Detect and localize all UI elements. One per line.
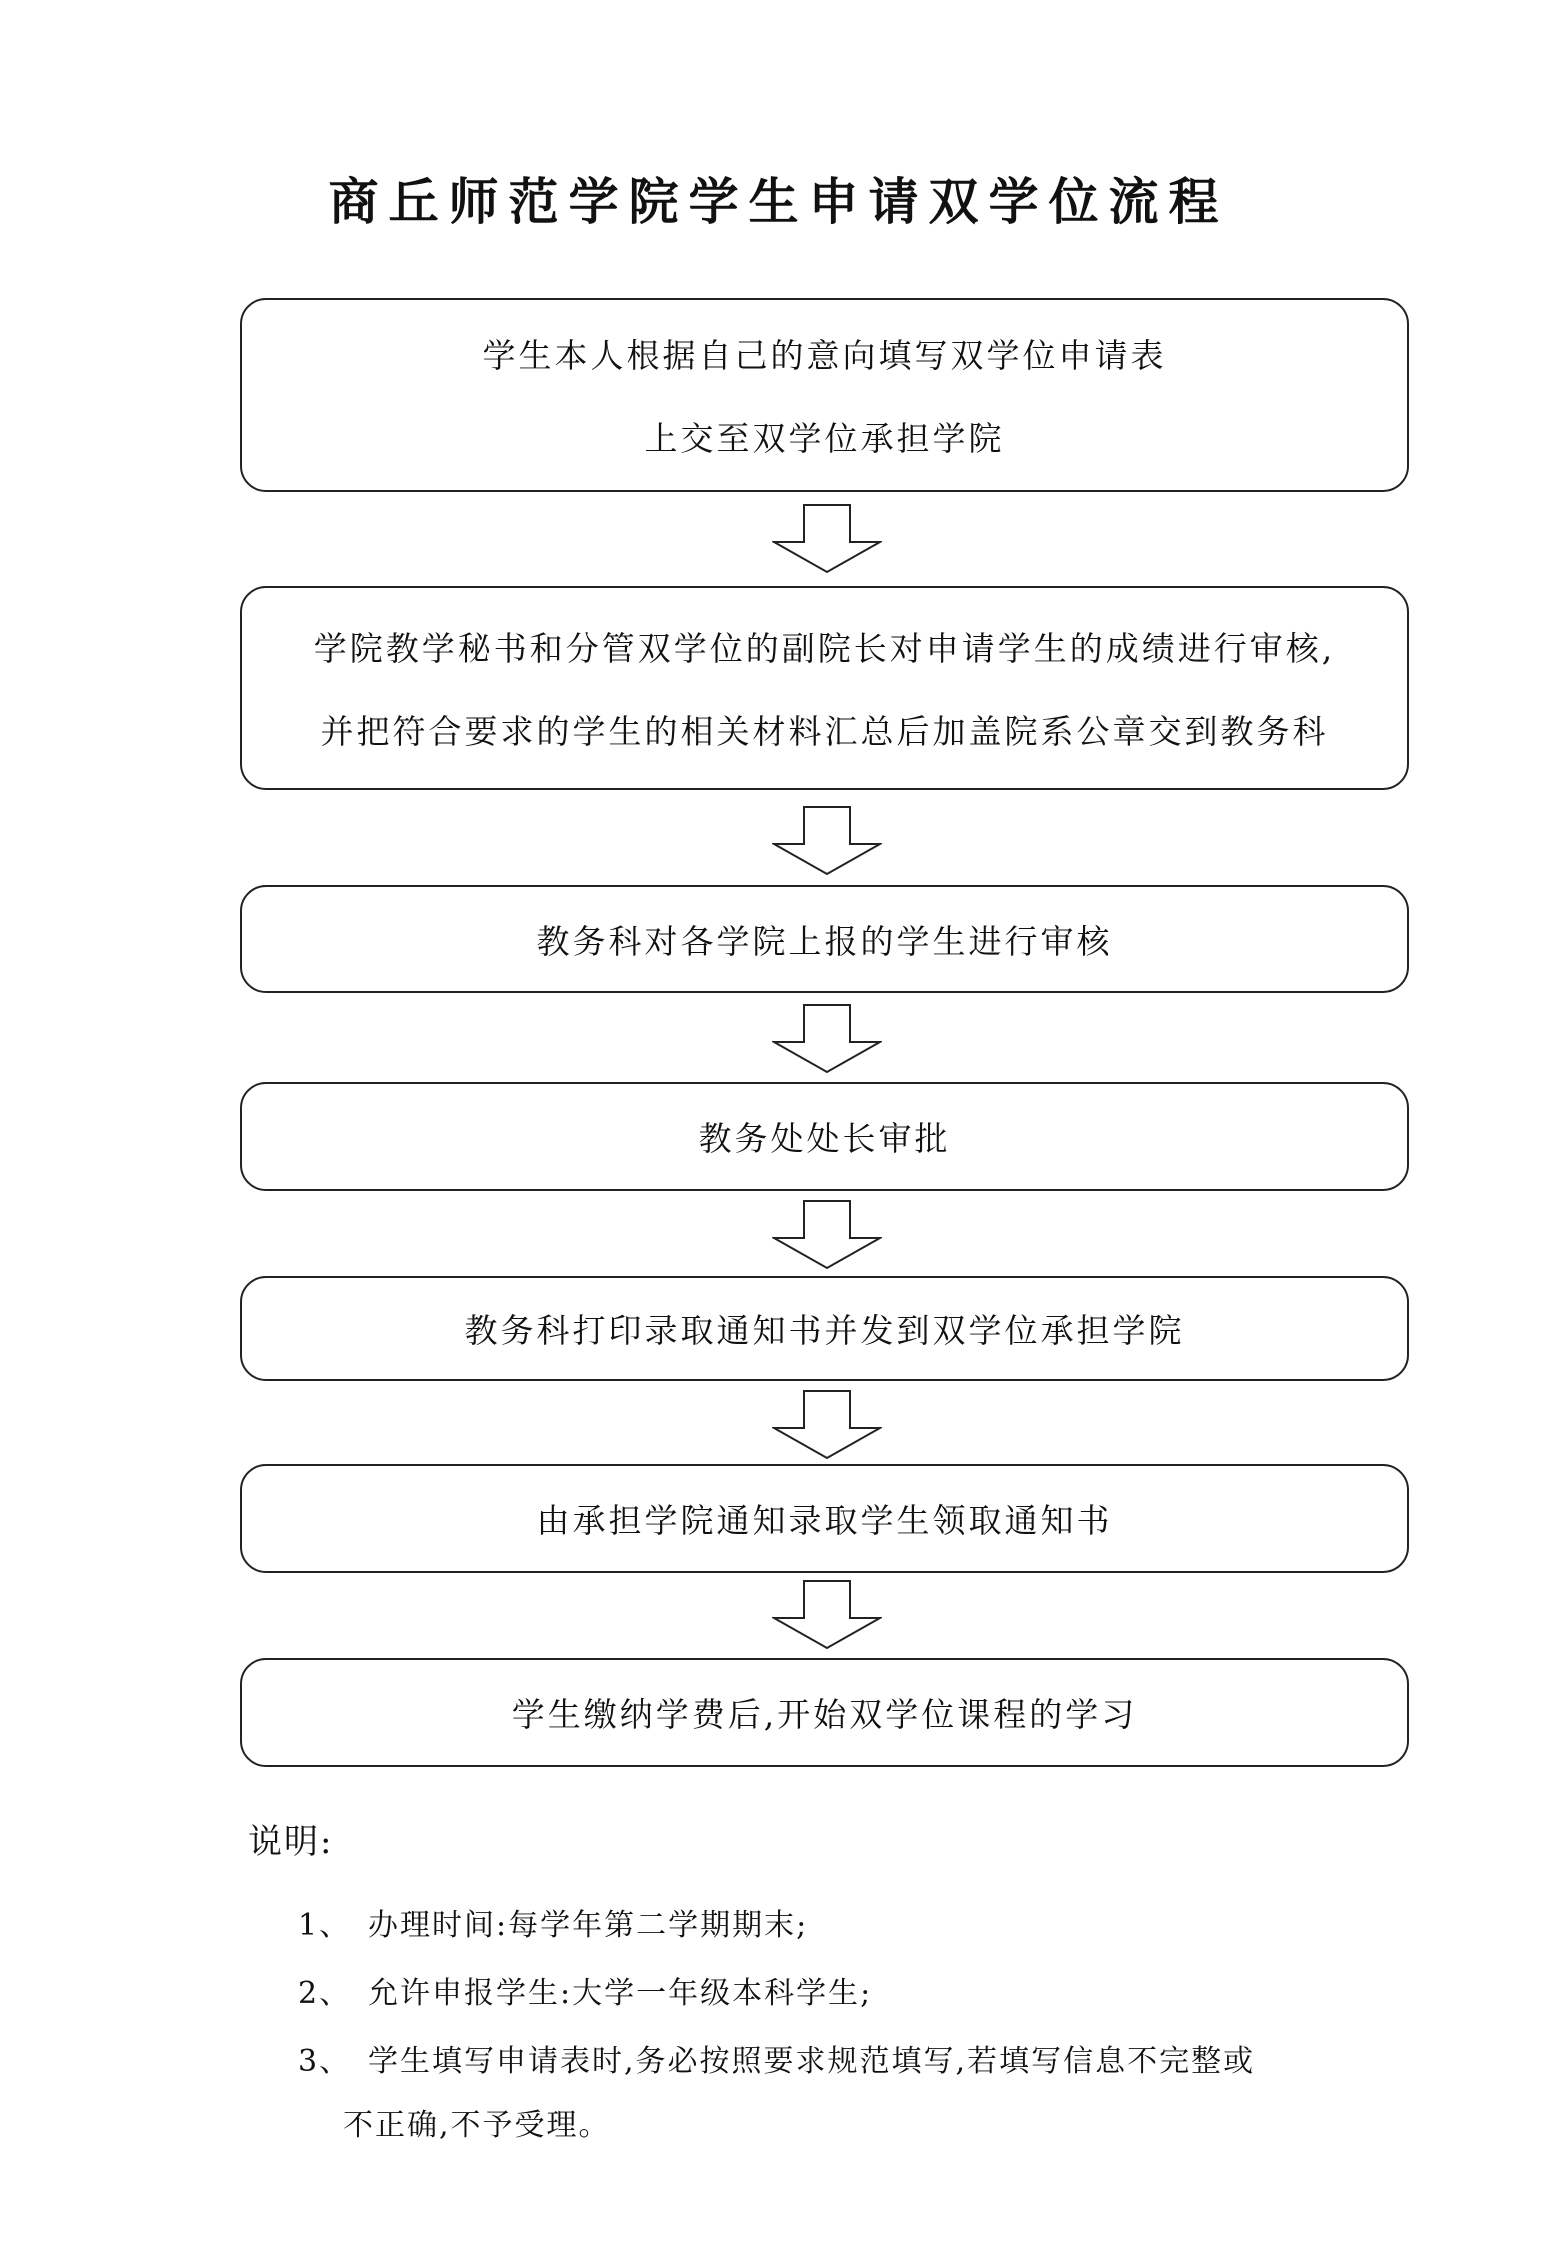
note-text: 学生填写申请表时,务必按照要求规范填写,若填写信息不完整或: [368, 2044, 1256, 2079]
note-number: 3、: [298, 2044, 352, 2079]
step-2-line-2: 并把符合要求的学生的相关材料汇总后加盖院系公章交到教务科: [320, 712, 1329, 751]
flow-step-7: [240, 1658, 1409, 1767]
note-item-3: [298, 2036, 1255, 2080]
note-item-1: [298, 1900, 808, 1944]
step-7-line-1: 学生缴纳学费后,开始双学位课程的学习: [511, 1695, 1138, 1734]
note-number: 2、: [298, 1976, 352, 2011]
note-text: 允许申报学生:大学一年级本科学生;: [368, 1976, 873, 2011]
flow-step-6: [240, 1464, 1409, 1573]
flow-step-5: [240, 1276, 1409, 1381]
page-title: 商丘师范学院学生申请双学位流程: [328, 173, 1229, 231]
note-number: 1、: [298, 1908, 352, 1943]
note-item-2: [298, 1968, 872, 2012]
down-arrow-icon: [772, 504, 882, 574]
down-arrow-icon: [772, 1390, 882, 1460]
down-arrow-icon: [772, 1580, 882, 1650]
flow-step-3: [240, 885, 1409, 993]
notes-heading: 说明:: [248, 1822, 334, 1862]
note-continuation: 不正确,不予受理。: [343, 2108, 611, 2143]
step-6-line-1: 由承担学院通知录取学生领取通知书: [536, 1501, 1113, 1540]
step-5-line-1: 教务科打印录取通知书并发到双学位承担学院: [464, 1311, 1185, 1350]
down-arrow-icon: [772, 1004, 882, 1074]
step-1-line-2: 上交至双学位承担学院: [644, 419, 1005, 458]
down-arrow-icon: [772, 1200, 882, 1270]
flow-step-1: [240, 298, 1409, 492]
down-arrow-icon: [772, 806, 882, 876]
step-4-line-1: 教务处处长审批: [698, 1119, 951, 1158]
step-1-line-1: 学生本人根据自己的意向填写双学位申请表: [482, 336, 1167, 375]
step-3-line-1: 教务科对各学院上报的学生进行审核: [536, 921, 1113, 961]
note-text: 办理时间:每学年第二学期期末;: [368, 1908, 809, 1943]
flow-step-2: [240, 586, 1409, 790]
flow-step-4: [240, 1082, 1409, 1191]
step-2-line-1: 学院教学秘书和分管双学位的副院长对申请学生的成绩进行审核,: [313, 629, 1336, 668]
